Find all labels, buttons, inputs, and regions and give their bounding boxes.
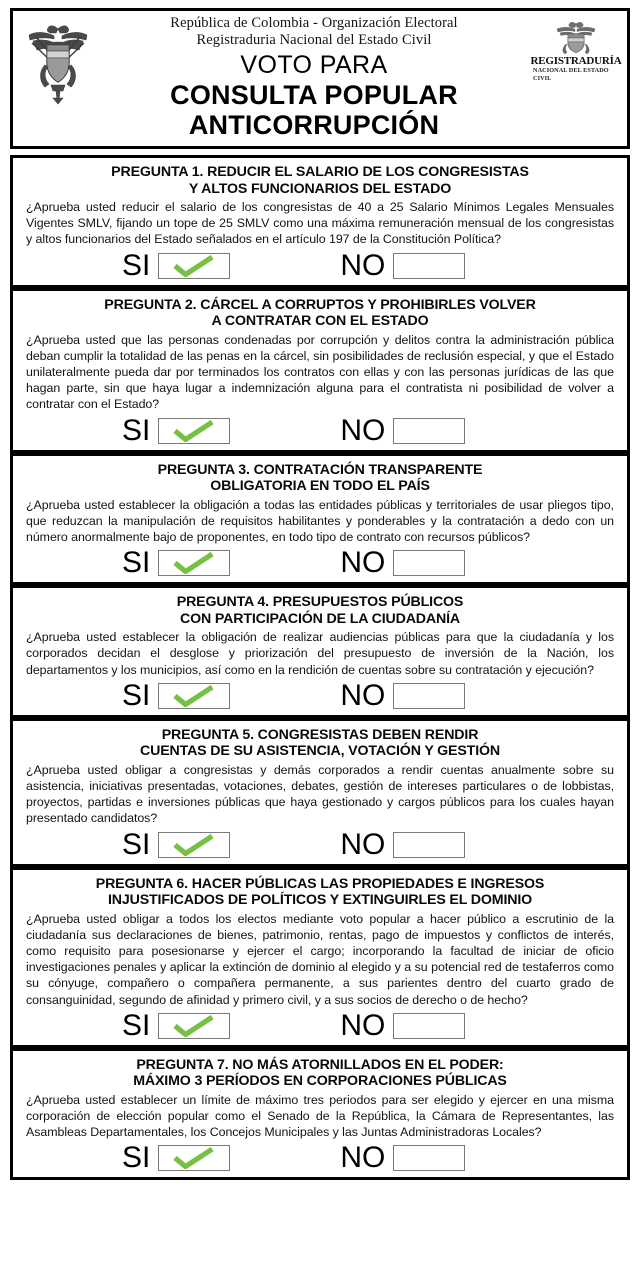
option-si[interactable] [122, 1143, 230, 1173]
vote-options-row [26, 413, 614, 447]
green-checkmark-icon [169, 685, 219, 707]
question-title-line2: MÁXIMO 3 PERÍODOS EN CORPORACIONES PÚBLICAS [133, 1073, 507, 1090]
question-title [26, 876, 614, 909]
question-title-line2: CON PARTICIPACIÓN DE LA CIUDADANÍA [180, 610, 460, 627]
question-block-5 [10, 718, 630, 867]
question-block-4 [10, 585, 630, 718]
header-voto-para: VOTO PARA [240, 51, 388, 79]
question-title-line2: OBLIGATORIA EN TODO EL PAÍS [210, 478, 430, 495]
option-si-label: SI [122, 678, 151, 712]
green-checkmark-icon [169, 552, 219, 574]
question-title [26, 164, 614, 197]
option-si-label: SI [122, 1008, 151, 1042]
option-no-label: NO [340, 1008, 386, 1042]
option-no-checkbox[interactable] [393, 550, 465, 576]
option-si-label: SI [122, 413, 151, 447]
option-no[interactable] [340, 248, 465, 282]
option-si-checkbox[interactable] [158, 253, 230, 279]
option-si[interactable] [122, 827, 230, 861]
option-no-checkbox[interactable] [393, 418, 465, 444]
question-title-line2: CUENTAS DE SU ASISTENCIA, VOTACIÓN Y GESTIÓN [140, 743, 500, 760]
registraduria-logo [530, 15, 622, 83]
option-si-checkbox[interactable] [158, 1013, 230, 1039]
question-title-line2: Y ALTOS FUNCIONARIOS DEL ESTADO [188, 180, 452, 197]
option-si[interactable] [122, 678, 230, 712]
question-title [26, 594, 614, 627]
option-si-label: SI [122, 546, 151, 580]
green-checkmark-icon [169, 255, 219, 277]
option-si-label: SI [122, 248, 151, 282]
question-body-text: ¿Aprueba usted obligar a congresistas y demás corporados a rendir cuentas anualmente sobre su asistencia, iniciativas presentadas, votaciones, debates, gestión de intereses particulares o de lobbistas, proyectos, partidas e inversiones públicas que haya gestionado y cargos públicos para los cuales hayan presentado candidatos? [26, 762, 614, 826]
question-block-6 [10, 867, 630, 1048]
question-body-text: ¿Aprueba usted establecer un límite de máximo tres periodos para ser elegido y ejercer en una misma corporación de elección popular como el Senado de la República, la Cámara de Representantes, las Asambleas Departamentales, los Concejos Municipales y las Juntas Administradoras Locales? [26, 1092, 614, 1140]
green-checkmark-icon [169, 1147, 219, 1169]
option-no[interactable] [340, 827, 465, 861]
questions-container [10, 155, 630, 1180]
option-si-checkbox[interactable] [158, 418, 230, 444]
question-body-text: ¿Aprueba usted reducir el salario de los congresistas de 40 a 25 Salario Mínimos Legales Mensuales Vigentes SMLV, fijando un tope de 25 SMLV como una máxima remuneración mensual de los congresistas y altos funcionarios del Estado señalados en el artículo 197 de la Constitución Política? [26, 200, 614, 247]
question-title-line1: PREGUNTA 4. PRESUPUESTOS PÚBLICOS [176, 594, 464, 611]
option-si[interactable] [122, 1008, 230, 1042]
question-block-7 [10, 1048, 630, 1181]
option-si-checkbox[interactable] [158, 1145, 230, 1171]
option-no[interactable] [340, 1008, 465, 1042]
question-body-text: ¿Aprueba usted establecer la obligación a todas las entidades públicas y territoriales de usar pliegos tipo, que reduzcan la manipulación de requisitos habilitantes y ponderables y la contratación a dedo con un número anormalmente bajo de proponentes, en todo tipo de contrato con recursos públicos? [26, 497, 614, 545]
vote-options-row [26, 827, 614, 861]
option-no-label: NO [340, 827, 386, 861]
option-no-label: NO [340, 248, 386, 282]
option-si[interactable] [122, 248, 230, 282]
header-title-line1: CONSULTA POPULAR [170, 80, 458, 110]
option-si-checkbox[interactable] [158, 550, 230, 576]
question-block-1 [10, 155, 630, 288]
option-si-label: SI [122, 1141, 151, 1175]
vote-options-row [26, 548, 614, 578]
option-no-label: NO [340, 546, 386, 580]
registraduria-logo-subtitle: NACIONAL DEL ESTADO CIVIL [533, 67, 609, 82]
option-no-label: NO [340, 413, 386, 447]
option-no-checkbox[interactable] [393, 253, 465, 279]
green-checkmark-icon [169, 1015, 219, 1037]
vote-options-row [26, 248, 614, 282]
question-title [26, 462, 614, 495]
question-title-line1: PREGUNTA 5. CONGRESISTAS DEBEN RENDIR [161, 726, 479, 743]
question-title-line2: INJUSTIFICADOS DE POLÍTICOS Y EXTINGUIRLES EL DOMINIO [107, 892, 533, 909]
question-title-line1: PREGUNTA 7. NO MÁS ATORNILLADOS EN EL PODER: [136, 1056, 504, 1073]
green-checkmark-icon [169, 834, 219, 856]
option-no-checkbox[interactable] [393, 832, 465, 858]
option-si-checkbox[interactable] [158, 832, 230, 858]
header-line-registraduria: Registraduria Nacional del Estado Civil [196, 32, 432, 48]
question-title-line1: PREGUNTA 6. HACER PÚBLICAS LAS PROPIEDADES E INGRESOS [95, 875, 545, 892]
colombia-coat-of-arms-icon [21, 15, 95, 105]
option-no-label: NO [340, 1141, 386, 1175]
question-title-line1: PREGUNTA 3. CONTRATACIÓN TRANSPARENTE [157, 461, 483, 478]
question-block-2 [10, 288, 630, 453]
question-body-text: ¿Aprueba usted que las personas condenadas por corrupción y delitos contra la administración pública deban cumplir la totalidad de las penas en la cárcel, sin posibilidades de reclusión especial, y que el Estado unilateralmente pueda dar por terminados los contratos con ellas y con las personas jurídicas de las que hagan parte, sin que haya lugar a indemnización alguna para el contratista ni posibilidad de volver a contratar con el Estado? [26, 332, 614, 412]
header-title-line2: ANTICORRUPCIÓN [188, 110, 440, 140]
option-no-checkbox[interactable] [393, 683, 465, 709]
header-text-group [95, 15, 533, 140]
question-title [26, 727, 614, 760]
vote-options-row [26, 1008, 614, 1042]
option-no-label: NO [340, 678, 386, 712]
option-si[interactable] [122, 413, 230, 447]
green-checkmark-icon [169, 420, 219, 442]
question-title-line2: A CONTRATAR CON EL ESTADO [211, 313, 429, 330]
option-no[interactable] [340, 678, 465, 712]
option-no-checkbox[interactable] [393, 1013, 465, 1039]
option-no-checkbox[interactable] [393, 1145, 465, 1171]
question-title-line1: PREGUNTA 2. CÁRCEL A CORRUPTOS Y PROHIBIRLES VOLVER [104, 296, 536, 313]
registraduria-logo-name: REGISTRADURÍA [530, 55, 622, 67]
option-no[interactable] [340, 1143, 465, 1173]
registraduria-emblem-icon [554, 21, 598, 55]
question-title [26, 1057, 614, 1090]
question-body-text: ¿Aprueba usted establecer la obligación de realizar audiencias públicas para que la ciudadanía y los corporados decidan el desglose y priorización del presupuesto de inversión de la Nación, los departamentos y los municipios, así como en la rendición de cuentas sobre su contratación y ejecución? [26, 630, 614, 677]
question-body-text: ¿Aprueba usted obligar a todos los electos mediante voto popular a hacer público a escrutinio de la ciudadanía sus declaraciones de bienes, patrimonio, rentas, pago de impuestos y conflictos de interés, como requisito para posesionarse y ejercer el cargo; incorporando la facultad de iniciar de oficio investigaciones penales y aplicar la extinción de dominio al elegido y a su potencial red de testaferros como su cónyuge, compañero o compañera permanente, a sus parientes dentro del cuarto grado de consanguinidad, segundo de afinidad y primero civil, y a sus socios de derecho o de hecho? [26, 911, 614, 1007]
header-line-republic: República de Colombia - Organización Electoral [170, 15, 458, 31]
question-title-line1: PREGUNTA 1. REDUCIR EL SALARIO DE LOS CONGRESISTAS [111, 164, 529, 180]
question-block-3 [10, 453, 630, 586]
option-si-checkbox[interactable] [158, 683, 230, 709]
vote-options-row [26, 678, 614, 712]
option-si[interactable] [122, 548, 230, 578]
option-no[interactable] [340, 548, 465, 578]
question-title [26, 297, 614, 330]
option-si-label: SI [122, 827, 151, 861]
vote-options-row [26, 1143, 614, 1173]
option-no[interactable] [340, 413, 465, 447]
ballot-header [10, 8, 630, 149]
